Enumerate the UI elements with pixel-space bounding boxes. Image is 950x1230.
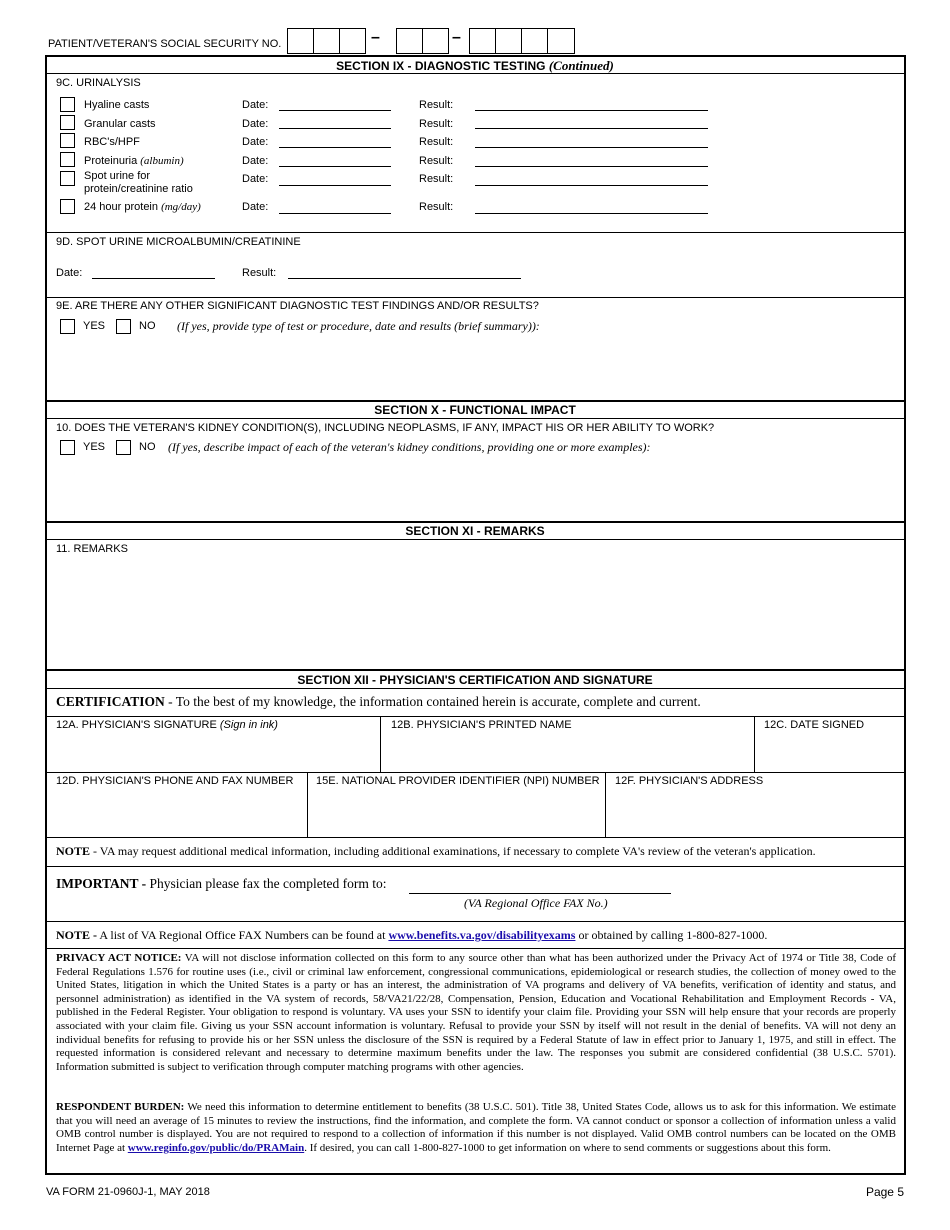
- granular-result-field[interactable]: [475, 128, 708, 129]
- granular-date-field[interactable]: [279, 128, 391, 129]
- npi-field[interactable]: [311, 790, 601, 834]
- note-additional-info: NOTE - VA may request additional medical information, including additional examinations, if necessary to complete VA's review of the veteran's application.: [56, 844, 816, 858]
- printed-name-field[interactable]: [384, 734, 750, 770]
- 24hr-protein-date-field[interactable]: [279, 213, 391, 214]
- fax-caption: (VA Regional Office FAX No.): [464, 896, 608, 910]
- other-findings-text-area[interactable]: [56, 338, 896, 396]
- ssn-field-part2[interactable]: [396, 28, 449, 54]
- section-9-title: SECTION IX - DIAGNOSTIC TESTING (Continued): [336, 58, 614, 73]
- granular-casts-checkbox[interactable]: [60, 115, 75, 130]
- certification-statement: CERTIFICATION - To the best of my knowledge, the information contained herein is accurate, complete and current.: [56, 694, 701, 709]
- ssn-label: PATIENT/VETERAN'S SOCIAL SECURITY NO.: [48, 38, 282, 50]
- printed-name-label: 12B. PHYSICIAN'S PRINTED NAME: [391, 719, 572, 731]
- urinalysis-item-label: Proteinuria (albumin): [84, 155, 184, 167]
- rbc-hpf-checkbox[interactable]: [60, 133, 75, 148]
- date-label: Date:: [242, 155, 269, 167]
- urinalysis-item-label: Hyaline casts: [84, 99, 150, 111]
- physician-address-field[interactable]: [609, 790, 899, 834]
- yes-label: YES: [83, 320, 106, 332]
- date-label: Date:: [242, 173, 269, 185]
- reginfo-link[interactable]: www.reginfo.gov/public/do/PRAMain: [127, 1141, 305, 1154]
- hyaline-casts-checkbox[interactable]: [60, 97, 75, 112]
- result-label: Result:: [419, 201, 454, 213]
- no-label: NO: [139, 320, 156, 332]
- proteinuria-checkbox[interactable]: [60, 152, 75, 167]
- spot-urine-result-field[interactable]: [475, 185, 708, 186]
- urinalysis-item-label: Granular casts: [84, 118, 156, 130]
- other-findings-instruction: (If yes, provide type of test or procedure, date and results (brief summary)):: [177, 319, 540, 333]
- result-label: Result:: [419, 136, 454, 148]
- functional-impact-yes-checkbox[interactable]: [60, 440, 75, 455]
- respondent-burden: RESPONDENT BURDEN: We need this information to determine entitlement to benefits (38 U.S.C. 501). Title 38, United States Code, allows us to ask for this information. We estimate that you will need an average of 15 minutes to review the instructions, find the information, and complete the form. VA cannot conduct or sponsor a collection of information unless a valid OMB control number is displayed. You are not required to respond to a collection of information if this number is not displayed. Valid OMB control numbers can be located on the OMB Internet Page at www.reginfo.gov/public/do/PRAMain. If desired, you can call 1-800-827-1000 to get information on where to send comments or suggestions about this form.: [56, 1101, 897, 1154]
- date-label: Date:: [242, 118, 269, 130]
- functional-impact-question: 10. DOES THE VETERAN'S KIDNEY CONDITION(S), INCLUDING NEOPLASMS, IF ANY, IMPACT HIS OR HER ABILITY TO WORK?: [56, 422, 715, 434]
- benefits-link[interactable]: www.benefits.va.gov/disabilityexams: [388, 928, 576, 942]
- physician-signature-field[interactable]: [50, 734, 376, 770]
- npi-label: 15E. NATIONAL PROVIDER IDENTIFIER (NPI) NUMBER: [316, 775, 600, 787]
- phone-fax-field[interactable]: [50, 790, 303, 834]
- spot-urine-date-field[interactable]: [279, 185, 391, 186]
- result-label: Result:: [419, 155, 454, 167]
- functional-impact-no-checkbox[interactable]: [116, 440, 131, 455]
- regional-office-fax-field[interactable]: [409, 893, 671, 894]
- result-label: Result:: [419, 118, 454, 130]
- date-signed-label: 12C. DATE SIGNED: [764, 719, 865, 731]
- urinalysis-item-label-line2: protein/creatinine ratio: [84, 183, 193, 195]
- date-label: Date:: [242, 201, 269, 213]
- 24hr-protein-checkbox[interactable]: [60, 199, 75, 214]
- section-12-title: SECTION XII - PHYSICIAN'S CERTIFICATION AND SIGNATURE: [297, 673, 653, 687]
- result-label: Result:: [419, 173, 454, 185]
- physician-address-label: 12F. PHYSICIAN'S ADDRESS: [615, 775, 764, 787]
- page-number: Page 5: [865, 1185, 904, 1199]
- functional-impact-text-area[interactable]: [56, 458, 896, 518]
- urinalysis-item-label: 24 hour protein (mg/day): [84, 201, 201, 213]
- phone-fax-label: 12D. PHYSICIAN'S PHONE AND FAX NUMBER: [56, 775, 294, 787]
- note-fax-numbers: NOTE - A list of VA Regional Office FAX Numbers can be found at www.benefits.va.gov/disabilityexams or obtained by calling 1-800-827-1000.: [56, 928, 768, 942]
- section-11-title: SECTION XI - REMARKS: [405, 524, 545, 538]
- form-id: VA FORM 21-0960J-1, MAY 2018: [46, 1186, 210, 1198]
- result-label: Result:: [242, 267, 277, 279]
- other-findings-yes-checkbox[interactable]: [60, 319, 75, 334]
- 24hr-protein-result-field[interactable]: [475, 213, 708, 214]
- date-label: Date:: [56, 267, 83, 279]
- no-label: NO: [139, 441, 156, 453]
- ssn-dash: –: [371, 29, 380, 46]
- urinalysis-label: 9C. URINALYSIS: [56, 77, 141, 89]
- proteinuria-result-field[interactable]: [475, 166, 708, 167]
- ssn-dash: –: [452, 29, 461, 46]
- ssn-field-part3[interactable]: [469, 28, 575, 54]
- hyaline-date-field[interactable]: [279, 110, 391, 111]
- microalbumin-date-field[interactable]: [92, 278, 215, 279]
- proteinuria-date-field[interactable]: [279, 166, 391, 167]
- other-findings-no-checkbox[interactable]: [116, 319, 131, 334]
- privacy-act-notice: PRIVACY ACT NOTICE: VA will not disclose information collected on this form to any source other than what has been authorized under the Privacy Act of 1974 or Title 38, Code of Federal Regulations 1.576 for routine uses (i.e., civil or criminal law enforcement, congressional communications, epidemiological or research studies, the collection of money owed to the United States, litigation in which the United States is a party or has an interest, the administration of VA programs and delivery of VA benefits, verification of identity and status, and personnel administration) as identified in the VA system of records, 58/VA21/22/28, Compensation, Pension, Education and Vocational Rehabilitation and Employment Records - VA, published in the Federal Register. Your obligation to respond is voluntary. VA uses your SSN to identify your claim file. Providing your SSN will help ensure that your records are properly associated with your claim file. Giving us your SSN account information is voluntary. Refusal to provide your SSN by itself will not result in the denial of benefits. VA will not deny an individual benefits for refusing to provide his or her SSN unless the disclosure of the SSN is required by a Federal Statute of law in effect prior to January 1, 1975, and still in effect. The requested information is considered relevant and necessary to determine maximum benefits under the law. The responses you submit are considered confidential (38 U.S.C. 5701). Information submitted is subject to verification through computer matching programs with other agencies.: [56, 952, 897, 1073]
- functional-impact-instruction: (If yes, describe impact of each of the veteran's kidney conditions, providing one or more examples):: [168, 440, 651, 454]
- date-label: Date:: [242, 99, 269, 111]
- spot-urine-checkbox[interactable]: [60, 171, 75, 186]
- urinalysis-item-label: RBC's/HPF: [84, 136, 140, 148]
- section-10-title: SECTION X - FUNCTIONAL IMPACT: [374, 403, 576, 417]
- rbc-date-field[interactable]: [279, 147, 391, 148]
- urinalysis-item-label: Spot urine for: [84, 170, 151, 182]
- important-fax-instruction: IMPORTANT - Physician please fax the completed form to:: [56, 876, 387, 891]
- ssn-field-part1[interactable]: [287, 28, 366, 54]
- date-signed-field[interactable]: [758, 734, 898, 770]
- hyaline-result-field[interactable]: [475, 110, 708, 111]
- physician-signature-label: 12A. PHYSICIAN'S SIGNATURE (Sign in ink): [56, 719, 278, 731]
- yes-label: YES: [83, 441, 106, 453]
- date-label: Date:: [242, 136, 269, 148]
- remarks-label: 11. REMARKS: [56, 543, 128, 555]
- rbc-result-field[interactable]: [475, 147, 708, 148]
- other-findings-question: 9E. ARE THERE ANY OTHER SIGNIFICANT DIAGNOSTIC TEST FINDINGS AND/OR RESULTS?: [56, 300, 539, 312]
- result-label: Result:: [419, 99, 454, 111]
- remarks-text-area[interactable]: [56, 558, 896, 666]
- microalbumin-result-field[interactable]: [288, 278, 521, 279]
- microalbumin-label: 9D. SPOT URINE MICROALBUMIN/CREATININE: [56, 236, 301, 248]
